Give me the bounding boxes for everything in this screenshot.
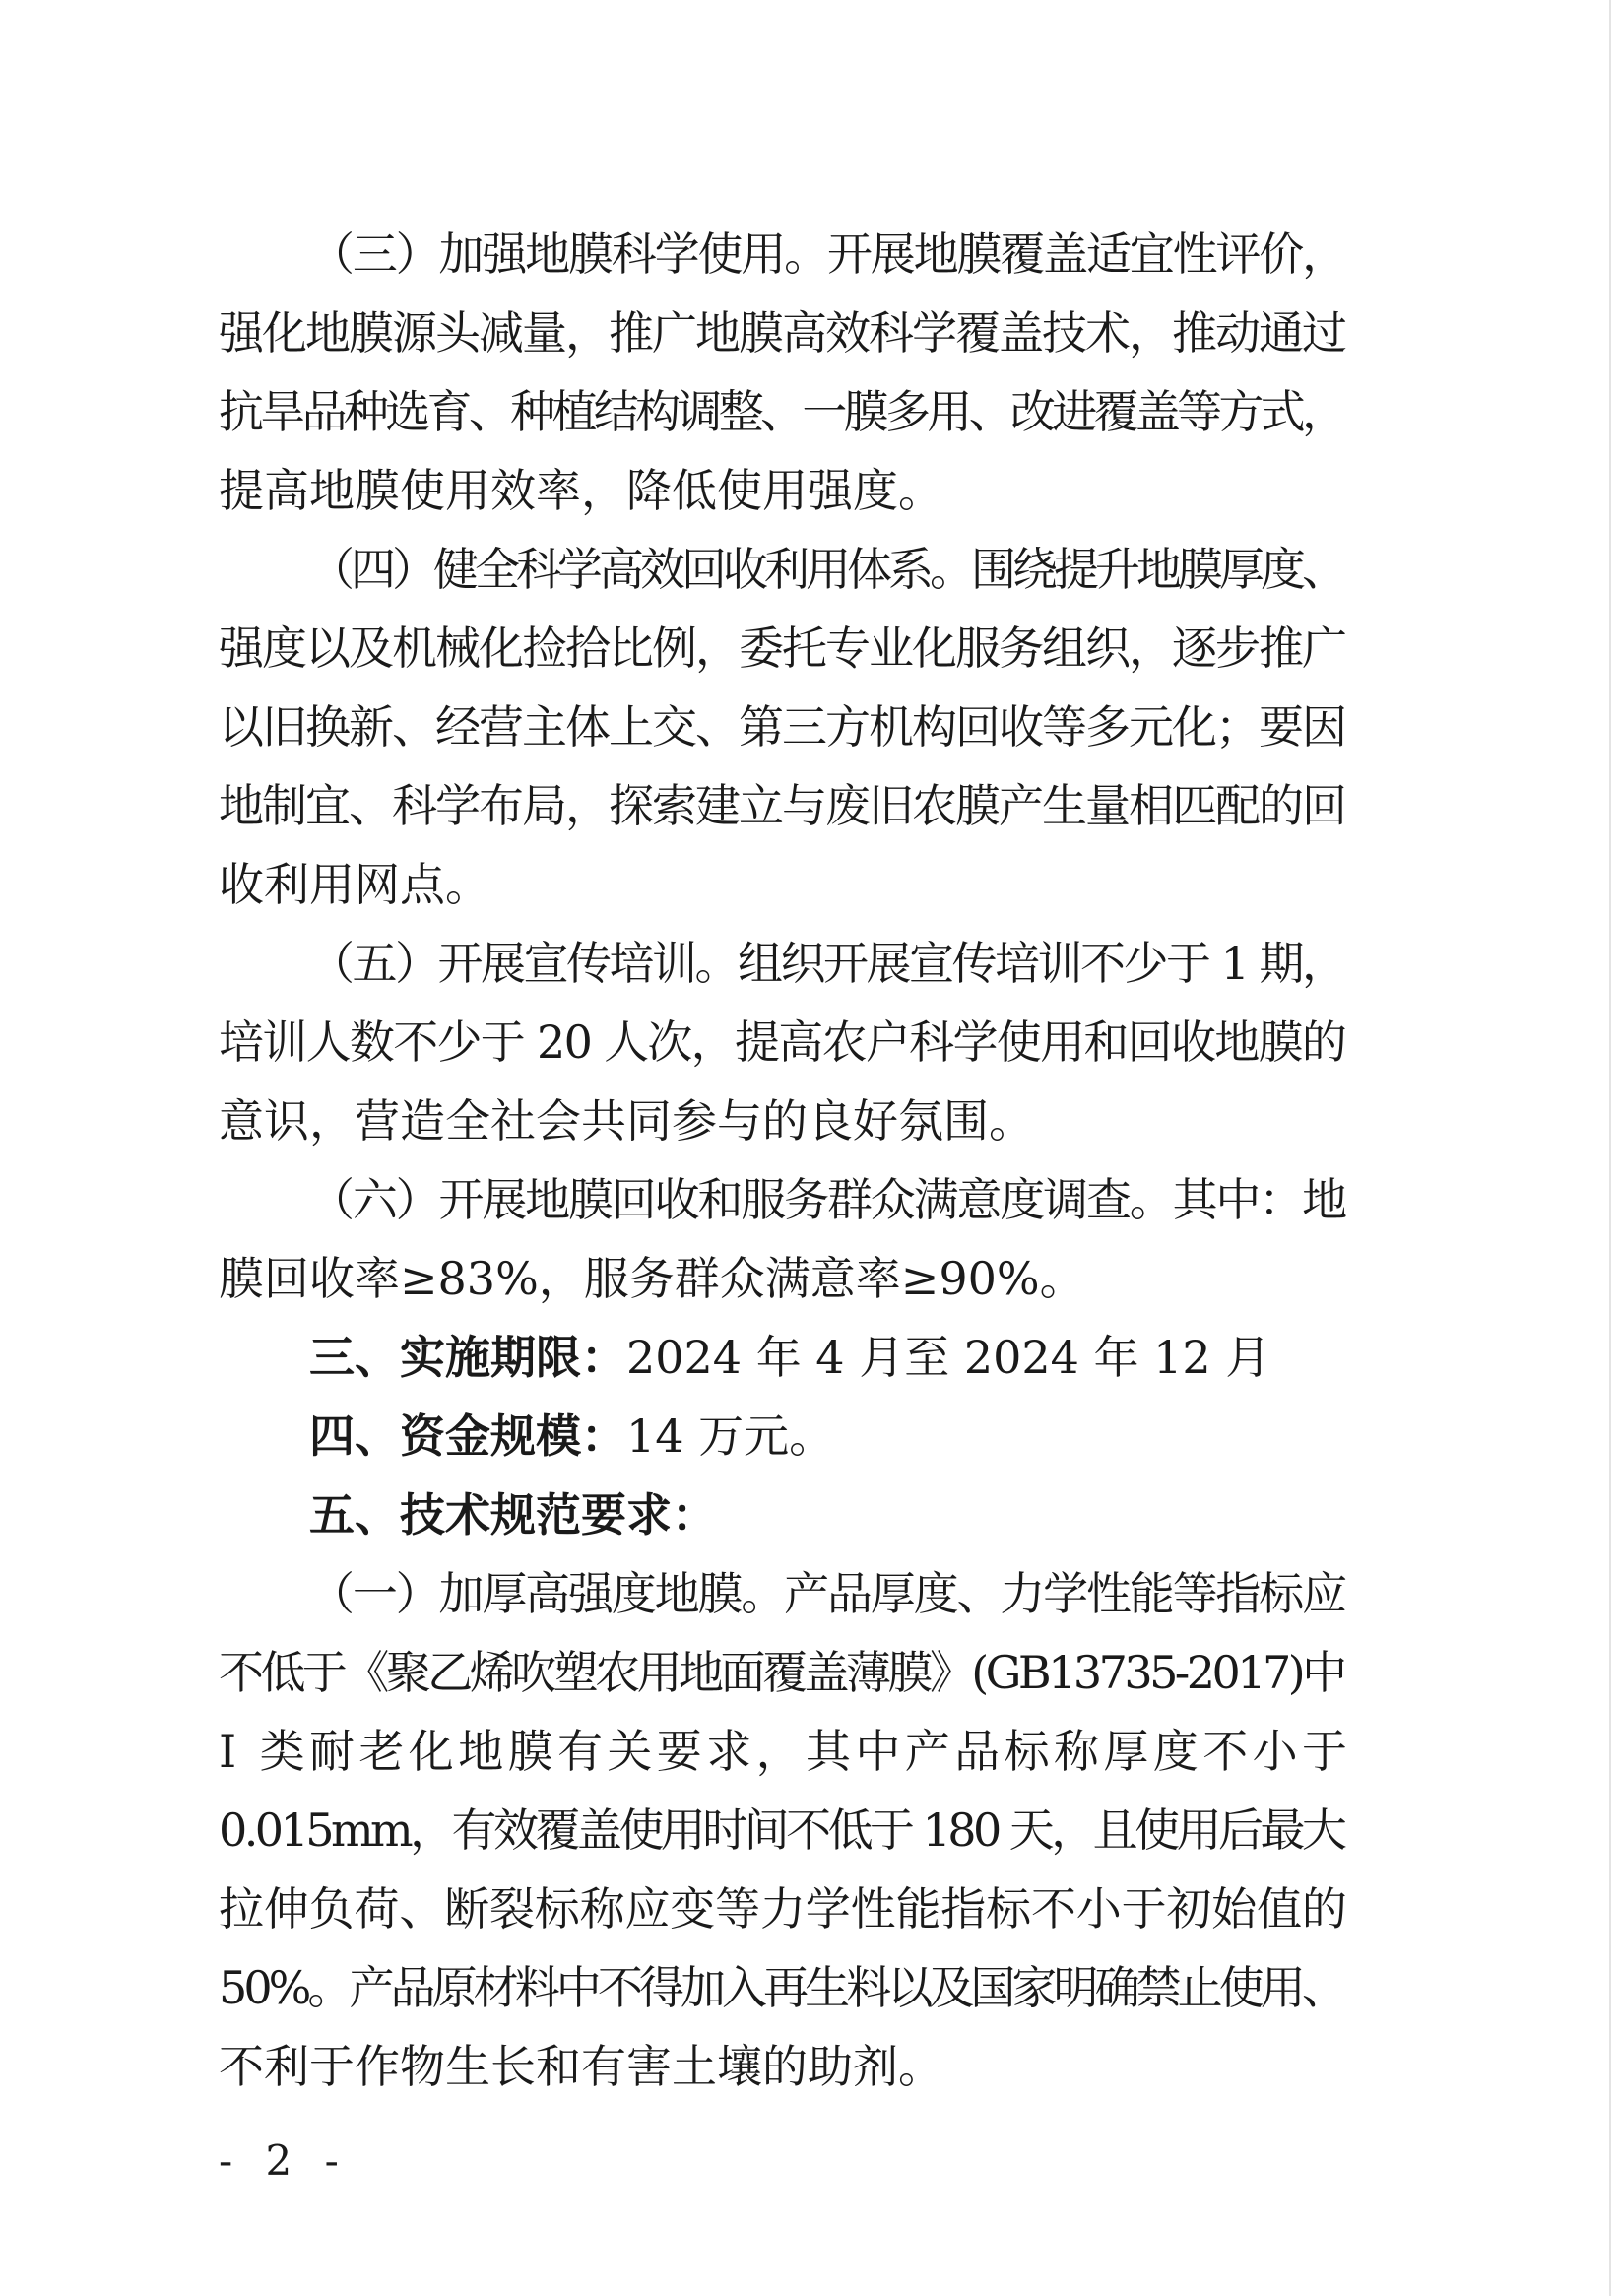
paragraph-line: 膜回收率≥83%，服务群众满意率≥90%。 [219, 1252, 1085, 1305]
document-body [219, 215, 1352, 2106]
paragraph-line: 抗旱品种选育、种植结构调整、一膜多用、改进覆盖等方式， [219, 385, 1344, 438]
section-heading: 五、技术规范要求： [309, 1488, 717, 1542]
paragraph-line: 提高地膜使用效率，降低使用强度。 [219, 464, 943, 517]
paragraph-line: （五）开展宣传培训。组织开展宣传培训不少于 1 期， [309, 937, 1345, 990]
section-value: 14 万元。 [626, 1410, 835, 1463]
paragraph-line: 50%。产品原材料中不得加入再生料以及国家明确禁止使用、 [219, 1961, 1343, 2014]
paragraph-line: 拉伸负荷、断裂标称应变等力学性能指标不小于初始值的 [219, 1882, 1347, 1935]
paragraph-line: 地制宜、科学布局，探索建立与废旧农膜产生量相匹配的回 [219, 779, 1345, 832]
section-heading: 三、实施期限： [309, 1331, 626, 1384]
scan-edge-line [1609, 0, 1611, 2296]
paragraph-line: 收利用网点。 [219, 858, 490, 911]
paragraph-line: （四）健全科学高效回收利用体系。围绕提升地膜厚度、 [309, 543, 1343, 596]
paragraph-line: 不低于《聚乙烯吹塑农用地面覆盖薄膜》(GB13735-2017)中 [219, 1646, 1344, 1699]
page-number: - 2 - [219, 2136, 349, 2185]
paragraph-line: 0.015mm，有效覆盖使用时间不低于 180 天，且使用后最大 [219, 1804, 1344, 1857]
paragraph-line: I 类耐老化地膜有关要求，其中产品标称厚度不小于 [219, 1725, 1352, 1778]
paragraph-line: 意识，营造全社会共同参与的良好氛围。 [219, 1094, 1034, 1148]
section-technical-requirements [219, 1476, 1347, 1554]
section-heading: 四、资金规模： [309, 1410, 626, 1463]
section-funding-scale [219, 1397, 1347, 1476]
paragraph-line: 强化地膜源头减量，推广地膜高效科学覆盖技术，推动通过 [219, 306, 1345, 360]
paragraph-line: 强度以及机械化捡拾比例，委托专业化服务组织，逐步推广 [219, 622, 1345, 675]
section-implementation-period [219, 1318, 1347, 1397]
paragraph-line: （六）开展地膜回收和服务群众满意度调查。其中：地 [309, 1173, 1345, 1226]
paragraph-line: （一）加厚高强度地膜。产品厚度、力学性能等指标应 [309, 1567, 1345, 1620]
paragraph-line: 培训人数不少于 20 人次，提高农户科学使用和回收地膜的 [219, 1016, 1346, 1069]
paragraph-line: （三）加强地膜科学使用。开展地膜覆盖适宜性评价， [309, 228, 1345, 281]
paragraph-line: 不利于作物生长和有害土壤的助剂。 [219, 2040, 943, 2093]
paragraph-line: 以旧换新、经营主体上交、第三方机构回收等多元化；要因 [219, 700, 1345, 754]
section-value: 2024 年 4 月至 2024 年 12 月 [626, 1331, 1271, 1384]
